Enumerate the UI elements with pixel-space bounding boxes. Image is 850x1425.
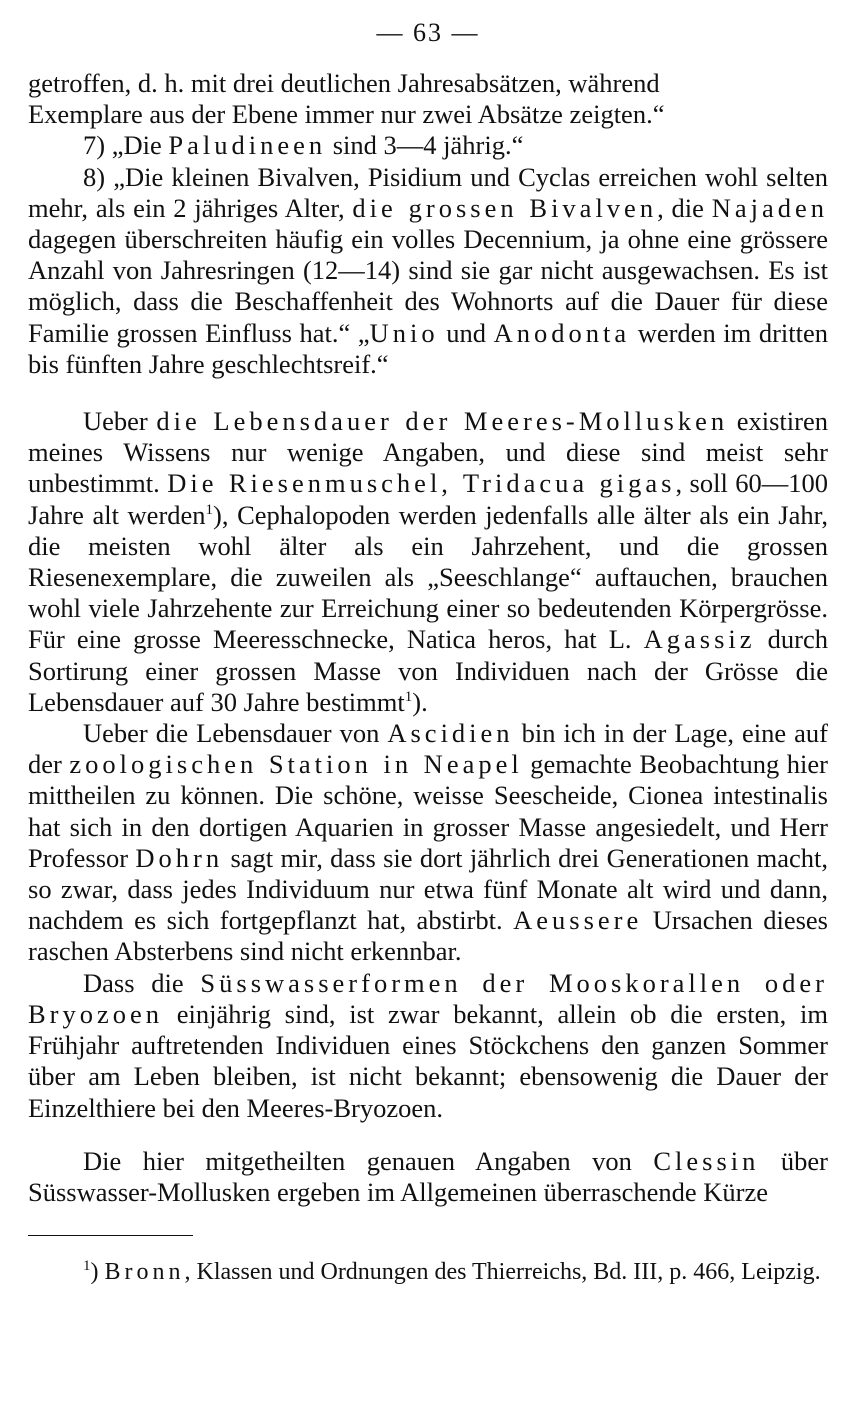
footnote-marker: 1	[404, 689, 413, 706]
text: ), Cephalopoden werden jedenfalls alle älter als ein Jahr, die meisten wohl älter als ein Jahrzehent, und die grossen Riesenexemplare, die zuweilen als „Seeschlange“ auftauchen, brauchen wohl viele Jahrzehente zur Erreichung einer so bedeutenden Körpergrösse. Für eine grosse Meeresschnecke, Natica heros, hat L.	[28, 499, 829, 655]
text: ).	[412, 686, 428, 717]
text: existiren meines Wissens nur wenige Angaben, und diese sind meist sehr unbestimmt.	[28, 406, 828, 499]
spaced-term: Die Riesenmuschel, Tridacua gigas	[167, 468, 676, 499]
text: gemachte Beobachtung hier mittheilen zu können. Die schöne, weisse Seescheide, Cionea intestinalis hat sich in den dortigen Aquarien in grosser Masse angesiedelt, und Herr Professor	[28, 749, 828, 873]
text: 7) „Die	[83, 130, 169, 161]
text: 8) „Die kleinen Bivalven, Pisidium und Cyclas erreichen wohl selten mehr, als ein 2 jähriges Alter,	[28, 161, 828, 223]
page-number: — 63 —	[376, 18, 480, 47]
footnote-divider	[28, 1235, 193, 1236]
item-7-paragraph	[28, 130, 828, 161]
text: einjährig sind, ist zwar bekannt, allein ob die ersten, im Frühjahr auftretenden Individuen eines Stöckchens den ganzen Sommer über am Leben bleiben, ist nicht bekannt; ebensowenig die Dauer der Einzelthiere bei den Meeres-Bryozoen.	[28, 998, 828, 1123]
line: getroffen, d. h. mit drei deutlichen Jahresabsätzen, während	[28, 68, 660, 98]
marine-mollusks-paragraph	[28, 406, 828, 718]
text: bin ich in der Lage, eine auf der	[28, 718, 829, 780]
text: durch Sortirung einer grossen Masse von Individuen nach der Grösse die Lebensdauer auf 30 Jahre bestimmt	[28, 624, 828, 717]
spaced-term: Aeussere	[513, 905, 643, 936]
spaced-term: zoologischen Station in Neapel	[69, 749, 523, 780]
spaced-term: Clessin	[653, 1145, 760, 1176]
text: Ueber	[83, 406, 157, 437]
text: , Klassen und Ordnungen des Thierreichs, Bd. III, p. 466, Leipzig.	[184, 1259, 821, 1286]
text: über Süsswasser-Mollusken ergeben im Allgemeinen überraschende Kürze	[28, 1145, 828, 1207]
text: Die hier mitgetheilten genauen Angaben von	[83, 1145, 654, 1176]
text: dagegen überschreiten häufig ein volles Decennium, ja ohne eine grössere Anzahl von Jahresringen (12—14) sind sie gar nicht ausgewachsen. Es ist möglich, dass die Beschaffenheit des Wohnorts auf die Dauer für diese Familie grossen Einfluss hat.“ „	[28, 224, 828, 348]
spaced-term: Süsswasserformen der Mooskorallen oder Bryozoen	[28, 967, 828, 1029]
text: und	[438, 317, 494, 348]
bryozoa-paragraph	[28, 968, 828, 1124]
text: Ueber die Lebensdauer von	[83, 718, 388, 749]
text: Dass die	[83, 967, 201, 998]
spaced-term: Agassiz	[643, 624, 756, 655]
spaced-term: Paludineen	[168, 130, 327, 161]
ascidians-paragraph	[28, 718, 828, 968]
text: sagt mir, dass sie dort jährlich drei Generationen macht, so zwar, dass jedes Individuum nur etwa fünf Monate alt wird und dann, nachdem es sich fortgepflanzt hat, abstirbt.	[28, 842, 828, 936]
line: Exemplare aus der Ebene immer nur zwei Absätze zeigten.“	[28, 99, 665, 130]
text: Ursachen dieses raschen Absterbens sind nicht erkennbar.	[28, 905, 828, 967]
footnote-marker: 1	[205, 501, 214, 518]
spaced-term: die Lebensdauer der Meeres-Mollusken	[156, 406, 729, 437]
text: sind 3—4 jährig.“	[326, 130, 524, 161]
item-8-paragraph	[28, 162, 828, 380]
text: werden im dritten bis fünften Jahre geschlechtsreif.“	[28, 317, 829, 379]
spaced-term: die grossen Bivalven	[352, 192, 658, 223]
clessin-paragraph	[28, 1146, 828, 1208]
text: )	[90, 1259, 105, 1286]
spaced-term: Unio	[369, 317, 439, 348]
continuation-paragraph	[28, 68, 828, 130]
text: , die	[657, 192, 712, 223]
spaced-term: Dohrn	[135, 842, 224, 873]
spaced-term: Anodonta	[493, 317, 631, 348]
text: , soll 60—100 Jahre alt werden	[28, 468, 828, 530]
footnote-marker: 1	[83, 1258, 91, 1275]
spaced-term: Ascidien	[387, 718, 514, 749]
spaced-term: Bronn	[104, 1259, 185, 1286]
footnote	[28, 1256, 828, 1288]
spaced-term: Najaden	[711, 192, 829, 223]
page	[28, 18, 828, 1288]
